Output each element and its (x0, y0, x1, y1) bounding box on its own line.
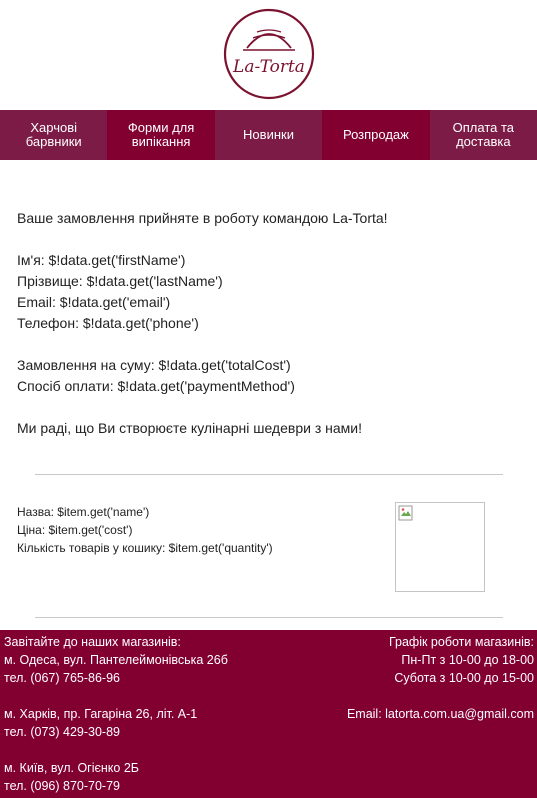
nav-label-line1: Харчові (30, 120, 78, 135)
schedule-saturday: Субота з 10-00 до 15-00 (394, 671, 534, 685)
cart-item-info (17, 502, 273, 617)
order-details (0, 160, 537, 439)
contact-email[interactable]: Email: latorta.com.ua@gmail.com (346, 707, 534, 721)
schedule-weekdays: Пн-Пт з 10-00 до 18-00 (401, 653, 534, 667)
footer-schedule (347, 633, 534, 798)
store-kharkiv-phone[interactable]: тел. (073) 429-30-89 (4, 725, 121, 739)
nav-item-payment-delivery[interactable] (430, 110, 537, 160)
payment-method: Спосіб оплати: $!data.get('paymentMethod') (17, 378, 295, 394)
order-total: Замовлення на суму: $!data.get('totalCost') (17, 357, 291, 373)
nav-label-line1: Оплата та (452, 120, 515, 135)
item-name: Назва: $item.get('name') (17, 505, 150, 519)
nav-item-sale[interactable] (322, 110, 429, 160)
customer-last-name: Прізвище: $!data.get('lastName') (17, 273, 223, 289)
item-cost: Ціна: $item.get('cost') (17, 523, 133, 537)
nav-label-line2: випікання (131, 134, 191, 149)
nav-label-line1: Форми для (127, 120, 195, 135)
nav-label-line2: доставка (456, 134, 511, 149)
item-image-placeholder (395, 502, 485, 592)
nav-item-new-arrivals[interactable] (215, 110, 322, 160)
customer-first-name: Ім'я: $!data.get('firstName') (17, 252, 186, 268)
nav-item-baking-forms[interactable] (107, 110, 214, 160)
store-odesa-address: м. Одеса, вул. Пантелеймонівська 26б (4, 653, 228, 667)
item-quantity: Кількість товарів у кошику: $item.get('quantity') (17, 541, 273, 555)
nav-item-food-colorings[interactable] (0, 110, 107, 160)
store-kharkiv-address: м. Харків, пр. Гагаріна 26, літ. А-1 (4, 707, 198, 721)
nav-label-line1: Розпродаж (342, 127, 409, 142)
main-nav (0, 110, 537, 160)
store-kyiv-phone[interactable]: тел. (096) 870-70-79 (4, 779, 121, 793)
footer-stores (4, 633, 228, 798)
customer-email: Email: $!data.get('email') (17, 294, 171, 310)
stores-title: Завітайте до наших магазинів: (4, 635, 181, 649)
store-odesa-phone[interactable]: тел. (067) 765-86-96 (4, 671, 121, 685)
footer (0, 630, 537, 798)
schedule-title: Графік роботи магазинів: (388, 635, 534, 649)
customer-phone: Телефон: $!data.get('phone') (17, 315, 199, 331)
broken-image-icon (398, 505, 414, 521)
nav-label-line2: барвники (25, 134, 82, 149)
closing-message: Ми раді, що Ви створюєте кулінарні шедеври з нами! (17, 420, 362, 436)
header-logo-area (0, 0, 537, 110)
logo-wordmark: La-Torta (232, 57, 305, 77)
store-kyiv-address: м. Київ, вул. Огієнко 2Б (4, 761, 139, 775)
la-torta-logo[interactable] (223, 8, 315, 100)
cart-item (0, 475, 537, 617)
nav-label-line1: Новинки (243, 127, 294, 142)
section-divider (35, 617, 503, 618)
order-intro: Ваше замовлення прийняте в роботу командою La-Torta! (17, 210, 388, 226)
